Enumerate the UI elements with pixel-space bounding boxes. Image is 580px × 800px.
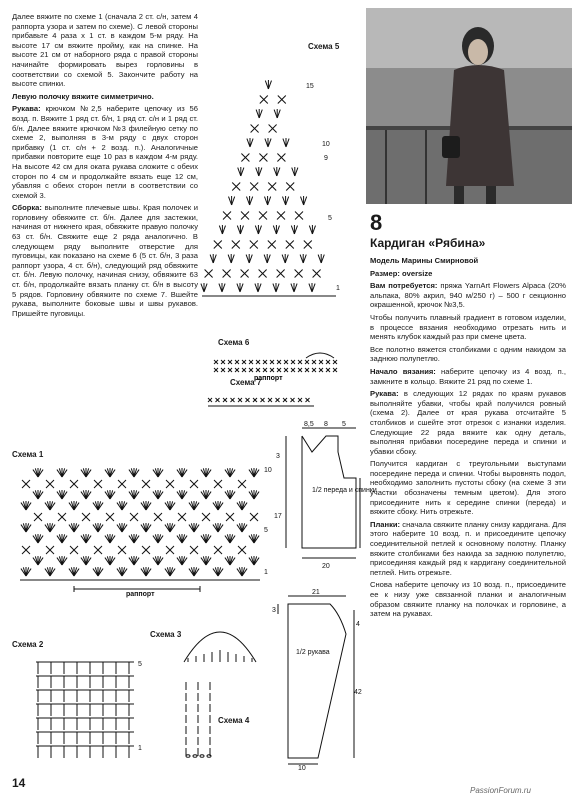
right-sleeves-paragraph: Рукава: в следующих 12 рядах по краям рукавов выполняйте убавки, чтобы край получился ровный (схема 2). Далее от края рукава отсчитайте 5 столбиков и сшейте этот отрезок с изнанки изделия. Следующие 22 ряда вяжите как одну деталь, выполняя прибавки посередине переда и спинки и убавки сбоку. [370,389,566,456]
scheme5-label: Схема 5 [308,42,340,51]
left-text-column [12,12,198,321]
scheme2-label: Схема 2 [12,640,44,649]
body-schematic [272,418,377,574]
dim-3: 3 [276,453,280,460]
dim-8: 8 [324,421,328,428]
scheme5-diagram [196,60,356,310]
dim-4: 4 [356,621,360,628]
scheme2-diagram [34,654,150,758]
scheme1-row-5: 5 [264,527,268,534]
dim-sleeve-3: 3 [272,607,276,614]
scheme4-diagram [178,672,218,762]
dim-8-5: 8,5 [304,421,314,428]
materials-paragraph: Вам потребуется: пряжа YarnArt Flowers Alpaca (20% альпака, 80% акрил, 940 м/250 г) – 500 г секционно окрашенной, крючок №3,5. [370,281,566,310]
scheme7-label: Схема 7 [230,378,262,387]
front-paragraph: Далее вяжите по схеме 1 (сначала 2 ст. с/н, затем 4 раппорта узора и затем по схеме). С левой стороны прибавьте 4 раза х 1 ст. в каждом 5-м ряду. На высоте 17 см вяжите пройму, как на спинке. На высоте 21 см от наборного ряда с правой стороны начинайте формировать вырез горловины в соответствии со схемой 5. Закончите работу на высоте спинки. [12,12,198,89]
scheme1-diagram [14,458,274,598]
dim-17: 17 [274,513,282,520]
scheme3-diagram [180,606,260,666]
scheme7-diagram [204,392,324,412]
dim-5: 5 [342,421,346,428]
dim-20: 20 [322,563,330,570]
assembly-paragraph: Сборка: выполните плечевые швы. Края полочек и горловину обвяжите ст. б/н. Далее для застежки, начиная от нижнего края, обвяжите правую полочку 63 ст. б/н. Свяжите еще 2 ряда аналогично. В следующем ряду выполните отверстие для пуговицы, как показано на схеме 6 (5 ст. б/н, 3 раза раппорт узора, 4 ст. б/н), следующий ряд обвяжите ст. б/н. Левую полочку, начиная снизу, обвяжите 63 ст. б/н, продолжайте вязать планку ст. б/н в высоту 5 рядов. Горловину обвяжите по схеме 7. Вшейте рукава, выполните боковые швы и швы рукавов. Пришейте пуговицы. [12,203,198,318]
scheme5-row-15: 15 [306,83,314,90]
model-photo [366,8,572,204]
item-title: Кардиган «Рябина» [370,236,486,250]
scheme1-row-1: 1 [264,569,268,576]
start-paragraph: Начало вязания: наберите цепочку из 4 возд. п., замкните в кольцо. Вяжите 21 ряд по схеме 1. [370,366,567,386]
scheme4-label: Схема 4 [218,716,250,725]
page-number: 14 [12,776,26,790]
hem-paragraph: Получится кардиган с треугольными выступами посередине переда и спинки. Чтобы выровнять подол, необходимо заполнить пустоты сбоку (на схеме 3 эти участки обозначены темным цветом). Для этого присоедините нить к середине спинки (переда) и вяжите сбоку. Нить отрежьте. [370,459,566,517]
watermark: PassionForum.ru [470,786,531,795]
scheme1-row-10: 10 [264,467,272,474]
scheme3-label: Схема 3 [150,630,182,639]
bands-paragraph: Планки: сначала свяжите планку снизу кардигана. Для этого наберите 10 возд. п. и присоедините цепочку соединительной петлей к основному полотну. Планку вяжите столбиками без накида за заднюю полупетлю, присоединяя каждый ряд к кардигану соединительной петлей. Нить отрежьте. [370,519,566,577]
scheme5-row-5: 5 [328,215,332,222]
half-sleeve: 1/2 рукава [296,649,330,656]
scheme5-row-10: 10 [322,141,330,148]
scheme5-row-9: 9 [324,155,328,162]
dim-42: 42 [354,689,362,696]
scheme6-rapport: раппорт [254,375,283,382]
sleeves-paragraph: Рукава: крючком №2,5 наберите цепочку из 56 возд. п. Вяжите 1 ряд ст. б/н, 1 ряд ст. с/н и 1 ряд ст. б/н. Далее вяжите крючком №3 филейную сетку по схеме 2, выполняя в 3-м ряду с двух сторон прибавку (1 ст. с/н + 2 возд. п.). Аналогичные прибавки повторите еще 10 раз в каждом 4-м ряду. На высоте 42 см для оката рукава сложите с обеих сторон по 4 см и продолжайте вязать еще 12 см, убавляя с обеих сторон петли в соответствии со схемой 3. [12,104,198,200]
technique-paragraph: Все полотно вяжется столбиками с одним накидом за заднюю полупетлю. [370,344,566,364]
right-text-column [370,256,566,622]
dim-10: 10 [298,765,306,772]
scheme1-rapport: раппорт [126,591,155,598]
dim-21: 21 [312,589,320,596]
gradient-paragraph: Чтобы получить плавный градиент в готовом изделии, в процессе вязания необходимо отрезать нить и менять клубок каждый раз при смене цвета. [370,312,566,342]
photo-illustration [366,8,572,204]
scheme2-row-1: 1 [138,745,142,752]
scheme2-row-5: 5 [138,661,142,668]
size-line: Размер: oversize [370,268,433,278]
left-front-paragraph: Левую полочку вяжите симметрично. [12,91,154,101]
scheme5-row-1: 1 [336,285,340,292]
scheme1-label: Схема 1 [12,450,44,459]
half-front-back: 1/2 переда и спинки [312,487,377,494]
bands-continued-paragraph: Снова наберите цепочку из 10 возд. п., присоедините ее к низу уже связанной планки и аналогичным образом свяжите планку на полочках и горловине, а затем на рукавах. [370,580,566,619]
scheme6-label: Схема 6 [218,338,250,347]
item-number: 8 [370,210,383,235]
model-author: Модель Марины Смирновой [370,256,479,265]
sleeve-schematic [270,590,366,770]
